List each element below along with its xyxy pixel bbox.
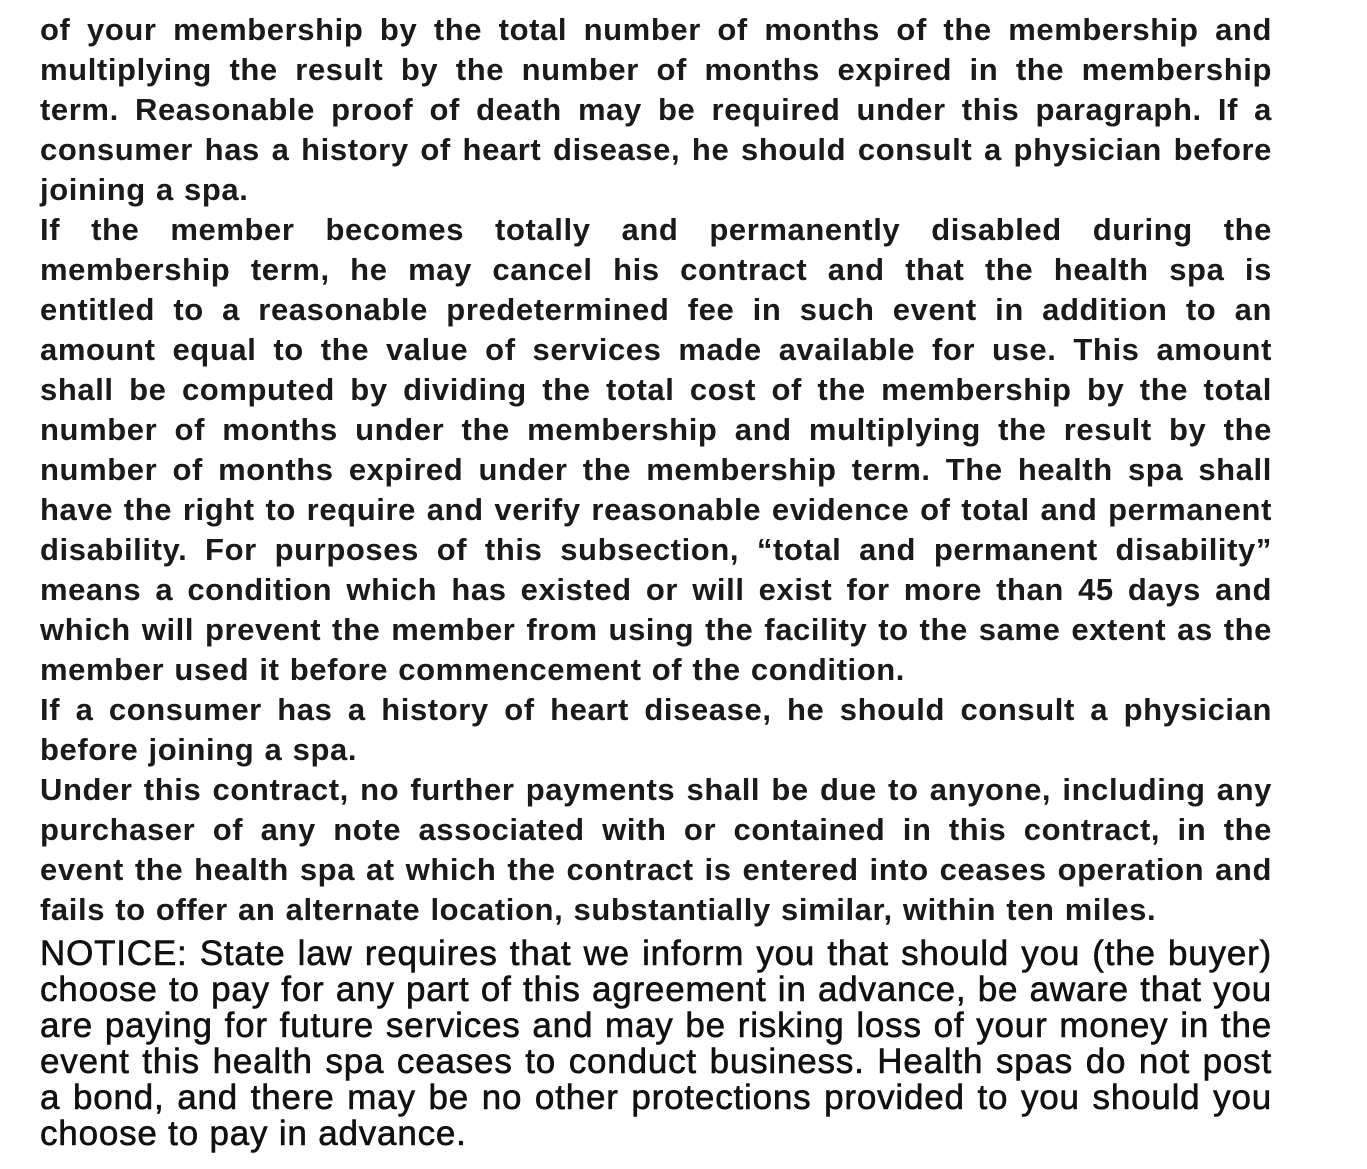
document-page	[40, 10, 1272, 1152]
paragraph-heart-disease-warning: If a consumer has a history of heart disease, he should consult a physician before joining a spa.	[40, 692, 1272, 767]
paragraph-death-refund: of your membership by the total number of months of the membership and multiplying the result by the number of months expired in the membership term. Reasonable proof of death may be required under this paragraph. If a consumer has a history of heart disease, he should consult a physician before joining a spa.	[40, 12, 1272, 207]
notice-advance-payment: NOTICE: State law requires that we inform you that should you (the buyer) choose to pay for any part of this agreement in advance, be aware that you are paying for future services and may be risking loss of your money in the event this health spa ceases to conduct business. Health spas do not post a bond, and there may be no other protections provided to you should you choose to pay in advance.	[40, 934, 1272, 1153]
paragraph-disability-cancellation: If the member becomes totally and permanently disabled during the membership term, he may cancel his contract and that the health spa is entitled to a reasonable predetermined fee in such event in addition to an amount equal to the value of services made available for use. This amount shall be computed by dividing the total cost of the membership by the total number of months under the membership and multiplying the result by the number of months expired under the membership term. The health spa shall have the right to require and verify reasonable evidence of total and permanent disability. For purposes of this subsection, “total and permanent disability” means a condition which has existed or will exist for more than 45 days and which will prevent the member from using the facility to the same extent as the member used it before commencement of the condition.	[40, 212, 1272, 687]
paragraph-no-further-payments: Under this contract, no further payments shall be due to anyone, including any purchaser of any note associated with or contained in this contract, in the event the health spa at which the contract is entered into ceases operation and fails to offer an alternate location, substantially similar, within ten miles.	[40, 772, 1272, 927]
